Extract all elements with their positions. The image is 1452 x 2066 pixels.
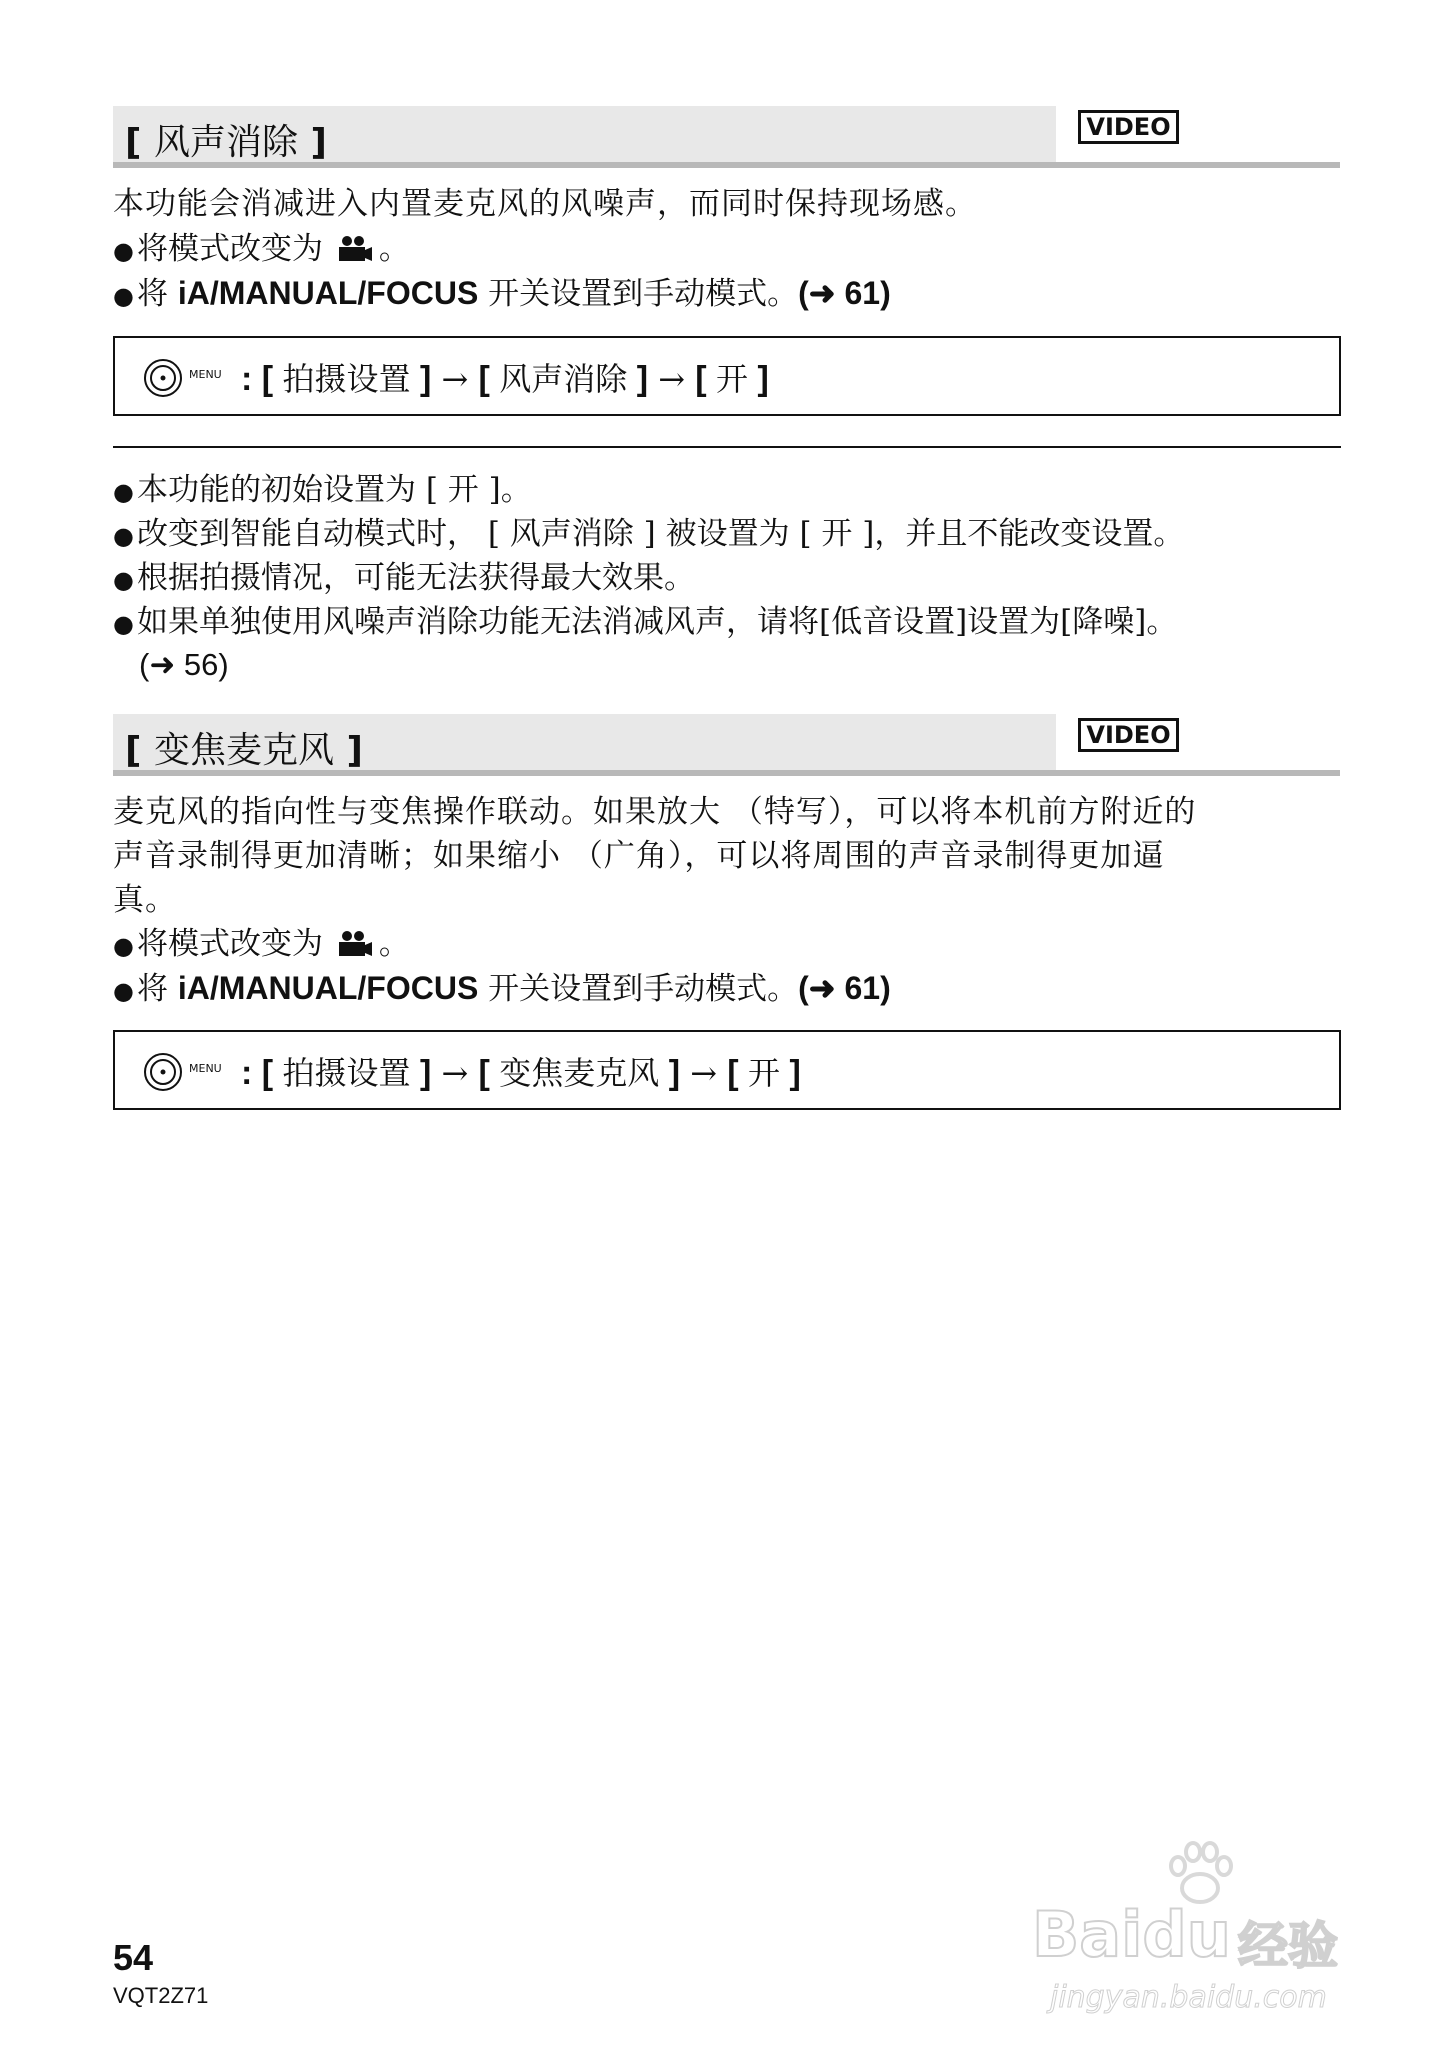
bullet-icon: ● [113, 932, 134, 960]
note-item: ●根据拍摄情况，可能无法获得最大效果。 [113, 557, 1353, 602]
step-switch: ●将 iA/MANUAL/FOCUS 开关设置到手动模式。(➜ 61) [113, 272, 1353, 318]
page-number: 54 [113, 1937, 154, 1978]
step-mode: ●将模式改变为 。 [113, 923, 1353, 968]
note-reference: (➜ 56) [139, 647, 229, 682]
divider [113, 446, 1341, 448]
movie-camera-icon [337, 235, 373, 263]
note-item: ●如果单独使用风噪声消除功能无法消减风声，请将[低音设置]设置为[降噪]。 [113, 601, 1353, 646]
step-switch: ●将 iA/MANUAL/FOCUS 开关设置到手动模式。(➜ 61) [113, 967, 1353, 1013]
section-description: 本功能会消减进入内置麦克风的风噪声，而同时保持现场感。 [113, 186, 977, 222]
menu-path: : [ 拍摄设置 ] → [ 变焦麦克风 ] → [ 开 ] [241, 1054, 801, 1092]
baidu-watermark [1020, 1840, 1380, 2040]
video-mode-badge: VIDEO [1078, 110, 1179, 144]
cursor-button-icon [143, 1052, 183, 1092]
section-title: [ 风声消除 ] [125, 122, 328, 163]
note-item: ●改变到智能自动模式时， [ 风声消除 ] 被设置为 [ 开 ]，并且不能改变设置。 [113, 513, 1353, 558]
watermark-brand-cn: 经验 [1238, 1917, 1338, 1975]
section-description-line: 麦克风的指向性与变焦操作联动。如果放大 （特写），可以将本机前方附近的 [113, 794, 1197, 830]
document-code: VQT2Z71 [113, 1983, 209, 2008]
bullet-icon: ● [113, 282, 134, 310]
section-description-line: 声音录制得更加清晰；如果缩小 （广角），可以将周围的声音录制得更加逼 [113, 838, 1165, 874]
bullet-icon: ● [113, 610, 134, 638]
menu-path: : [ 拍摄设置 ] → [ 风声消除 ] → [ 开 ] [241, 360, 769, 398]
bullet-icon: ● [113, 522, 134, 550]
bullet-icon: ● [113, 478, 134, 506]
menu-label: MENU [189, 368, 222, 381]
video-mode-badge: VIDEO [1078, 718, 1179, 752]
section-description-line: 真。 [113, 882, 177, 918]
note-item: ●本功能的初始设置为 [ 开 ]。 [113, 469, 1353, 514]
menu-label: MENU [189, 1062, 222, 1075]
bullet-icon: ● [113, 566, 134, 594]
bullet-icon: ● [113, 237, 134, 265]
watermark-brand: Baidu [1032, 1898, 1231, 1971]
section-title: [ 变焦麦克风 ] [125, 730, 364, 771]
movie-camera-icon [337, 930, 373, 958]
watermark-url: jingyan.baidu.com [1050, 1980, 1327, 2015]
bullet-icon: ● [113, 977, 134, 1005]
cursor-button-icon [143, 358, 183, 398]
menu-path-box [113, 336, 1341, 416]
menu-path-box [113, 1030, 1341, 1110]
step-mode: ●将模式改变为 。 [113, 228, 1353, 273]
